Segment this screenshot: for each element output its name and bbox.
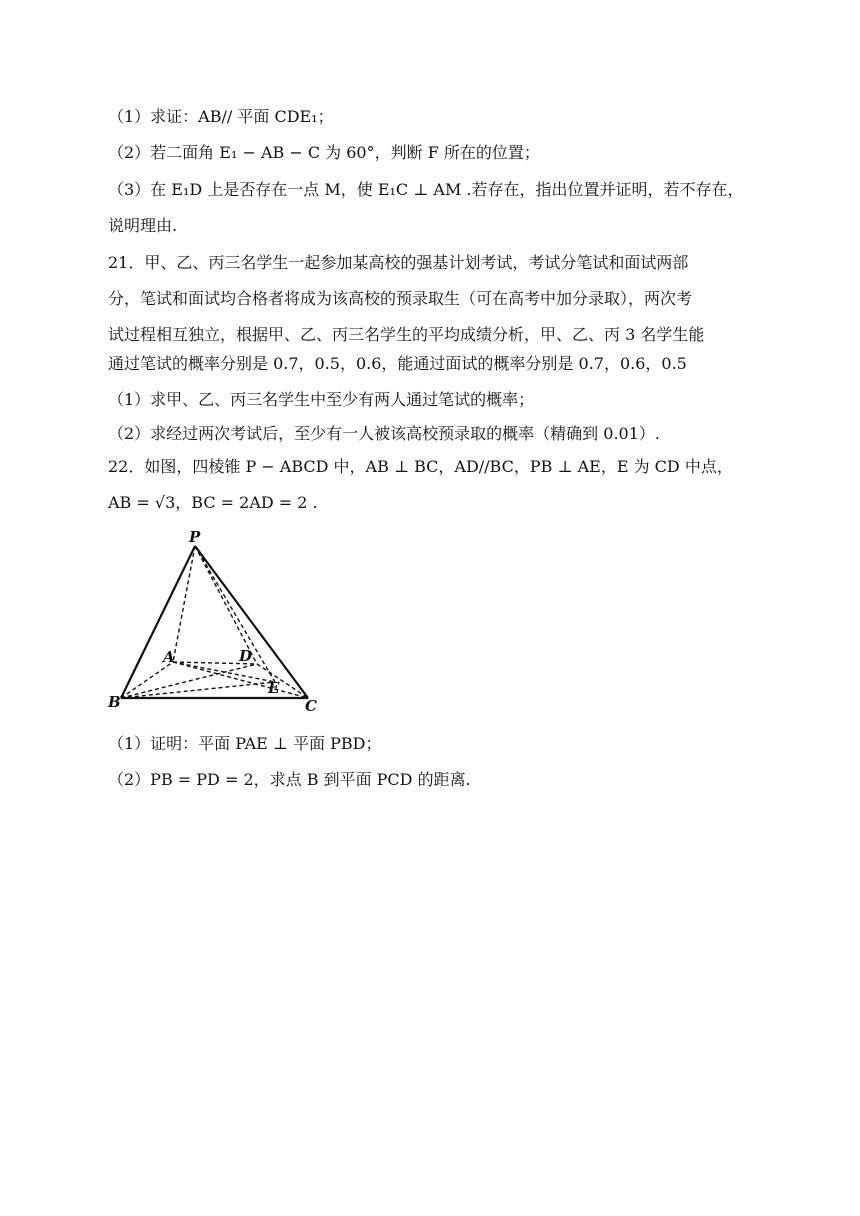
q21-stem-line4: 通过笔试的概率分别是 0.7，0.5，0.6，能通过面试的概率分别是 0.7，0.6，0.5 bbox=[108, 354, 687, 373]
q21-stem-line1: 21．甲、乙、丙三名学生一起参加某高校的强基计划考试，考试分笔试和面试两部 bbox=[108, 253, 689, 272]
q20-part2: （2）若二面角 E₁ − AB − C 为 60°，判断 F 所在的位置； bbox=[108, 143, 540, 162]
label-C: C bbox=[305, 697, 317, 715]
label-E: E bbox=[268, 679, 280, 697]
pyramid-diagram bbox=[103, 522, 335, 716]
q20-part3: （3）在 E₁D 上是否存在一点 M，使 E₁C ⊥ AM .若存在，指出位置并证明，若不存在， bbox=[108, 180, 744, 199]
q22-part2: （2）PB = PD = 2，求点 B 到平面 PCD 的距离. bbox=[108, 770, 471, 789]
label-B: B bbox=[108, 693, 121, 711]
label-A: A bbox=[163, 648, 175, 666]
q22-stem-line2: AB = √3，BC = 2AD = 2 . bbox=[108, 493, 318, 512]
label-P: P bbox=[189, 528, 201, 546]
q20-part1: （1）求证：AB// 平面 CDE₁； bbox=[108, 107, 334, 126]
q22-stem-line1: 22．如图，四棱锥 P − ABCD 中，AB ⊥ BC，AD//BC，PB ⊥ AE，E 为 CD 中点， bbox=[108, 457, 733, 476]
q21-part2: （2）求经过两次考试后，至少有一人被该高校预录取的概率（精确到 0.01）. bbox=[108, 424, 660, 443]
q20-part3-continued: 说明理由. bbox=[108, 216, 178, 235]
q21-part1: （1）求甲、乙、丙三名学生中至少有两人通过笔试的概率； bbox=[108, 390, 535, 409]
pyramid-figure bbox=[103, 522, 335, 716]
q21-stem-line3: 试过程相互独立，根据甲、乙、丙三名学生的平均成绩分析，甲、乙、丙 3 名学生能 bbox=[108, 325, 705, 344]
q22-part1: （1）证明：平面 PAE ⊥ 平面 PBD； bbox=[108, 734, 382, 753]
label-D: D bbox=[239, 647, 253, 665]
q21-stem-line2: 分，笔试和面试均合格者将成为该高校的预录取生（可在高考中加分录取），两次考 bbox=[108, 289, 693, 308]
